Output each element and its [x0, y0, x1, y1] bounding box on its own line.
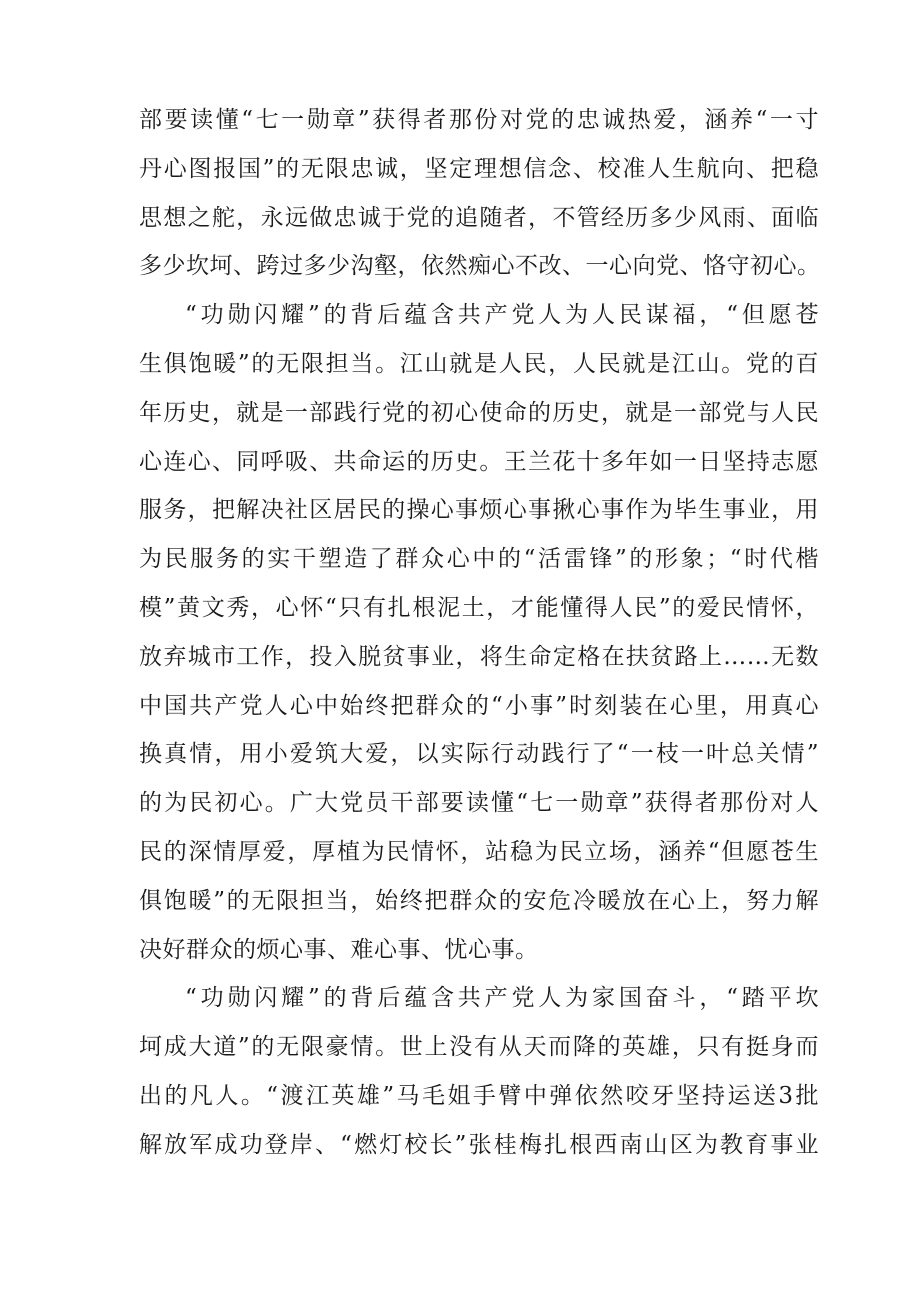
text-line: 放弃城市工作，投入脱贫事业，将生命定格在扶贫路上……无数 [139, 643, 819, 670]
text-line: 换真情，用小爱筑大爱，以实际行动践行了“一枝一叶总关情” [139, 741, 819, 768]
document-body [139, 96, 819, 1170]
text-line: 模”黄文秀，心怀“只有扎根泥土，才能懂得人民”的爱民情怀， [139, 594, 819, 621]
text-line: 思想之舵，永远做忠诚于党的追随者，不管经历多少风雨、面临 [139, 204, 819, 231]
text-line: 部要读懂“七一勋章”获得者那份对党的忠诚热爱，涵养“一寸 [139, 107, 819, 133]
text-line: 解放军成功登岸、“燃灯校长”张桂梅扎根西南山区为教育事业 [139, 1131, 819, 1158]
text-line: 服务，把解决社区居民的操心事烦心事揪心事作为毕生事业，用 [139, 497, 819, 524]
text-line: 民的深情厚爱，厚植为民情怀，站稳为民立场，涵养“但愿苍生 [139, 838, 819, 865]
text-line: 年历史，就是一部践行党的初心使命的历史，就是一部党与人民 [139, 399, 819, 426]
text-line: 出的凡人。“渡江英雄”马毛姐手臂中弹依然咬牙坚持运送3批 [139, 1082, 819, 1109]
text-line: 的为民初心。广大党员干部要读懂“七一勋章”获得者那份对人 [139, 790, 819, 817]
text-line: 为民服务的实干塑造了群众心中的“活雷锋”的形象；“时代楷 [139, 546, 819, 573]
text-line: 生俱饱暖”的无限担当。江山就是人民，人民就是江山。党的百 [139, 350, 819, 377]
text-line: 丹心图报国”的无限忠诚，坚定理想信念、校准人生航向、把稳 [139, 155, 819, 182]
text-line: 俱饱暖”的无限担当，始终把群众的安危冷暖放在心上，努力解 [139, 887, 819, 914]
text-line: “功勋闪耀”的背后蕴含共产党人为家国奋斗，“踏平坎 [185, 985, 819, 1012]
text-line: 心连心、同呼吸、共命运的历史。王兰花十多年如一日坚持志愿 [139, 448, 819, 475]
text-line: 决好群众的烦心事、难心事、忧心事。 [139, 936, 539, 963]
text-line: “功勋闪耀”的背后蕴含共产党人为人民谋福，“但愿苍 [185, 302, 819, 329]
text-line: 多少坎坷、跨过多少沟壑，依然痴心不改、一心向党、恪守初心。 [139, 253, 821, 280]
text-line: 坷成大道”的无限豪情。世上没有从天而降的英雄，只有挺身而 [139, 1034, 819, 1061]
text-line: 中国共产党人心中始终把群众的“小事”时刻装在心里，用真心 [139, 692, 819, 719]
